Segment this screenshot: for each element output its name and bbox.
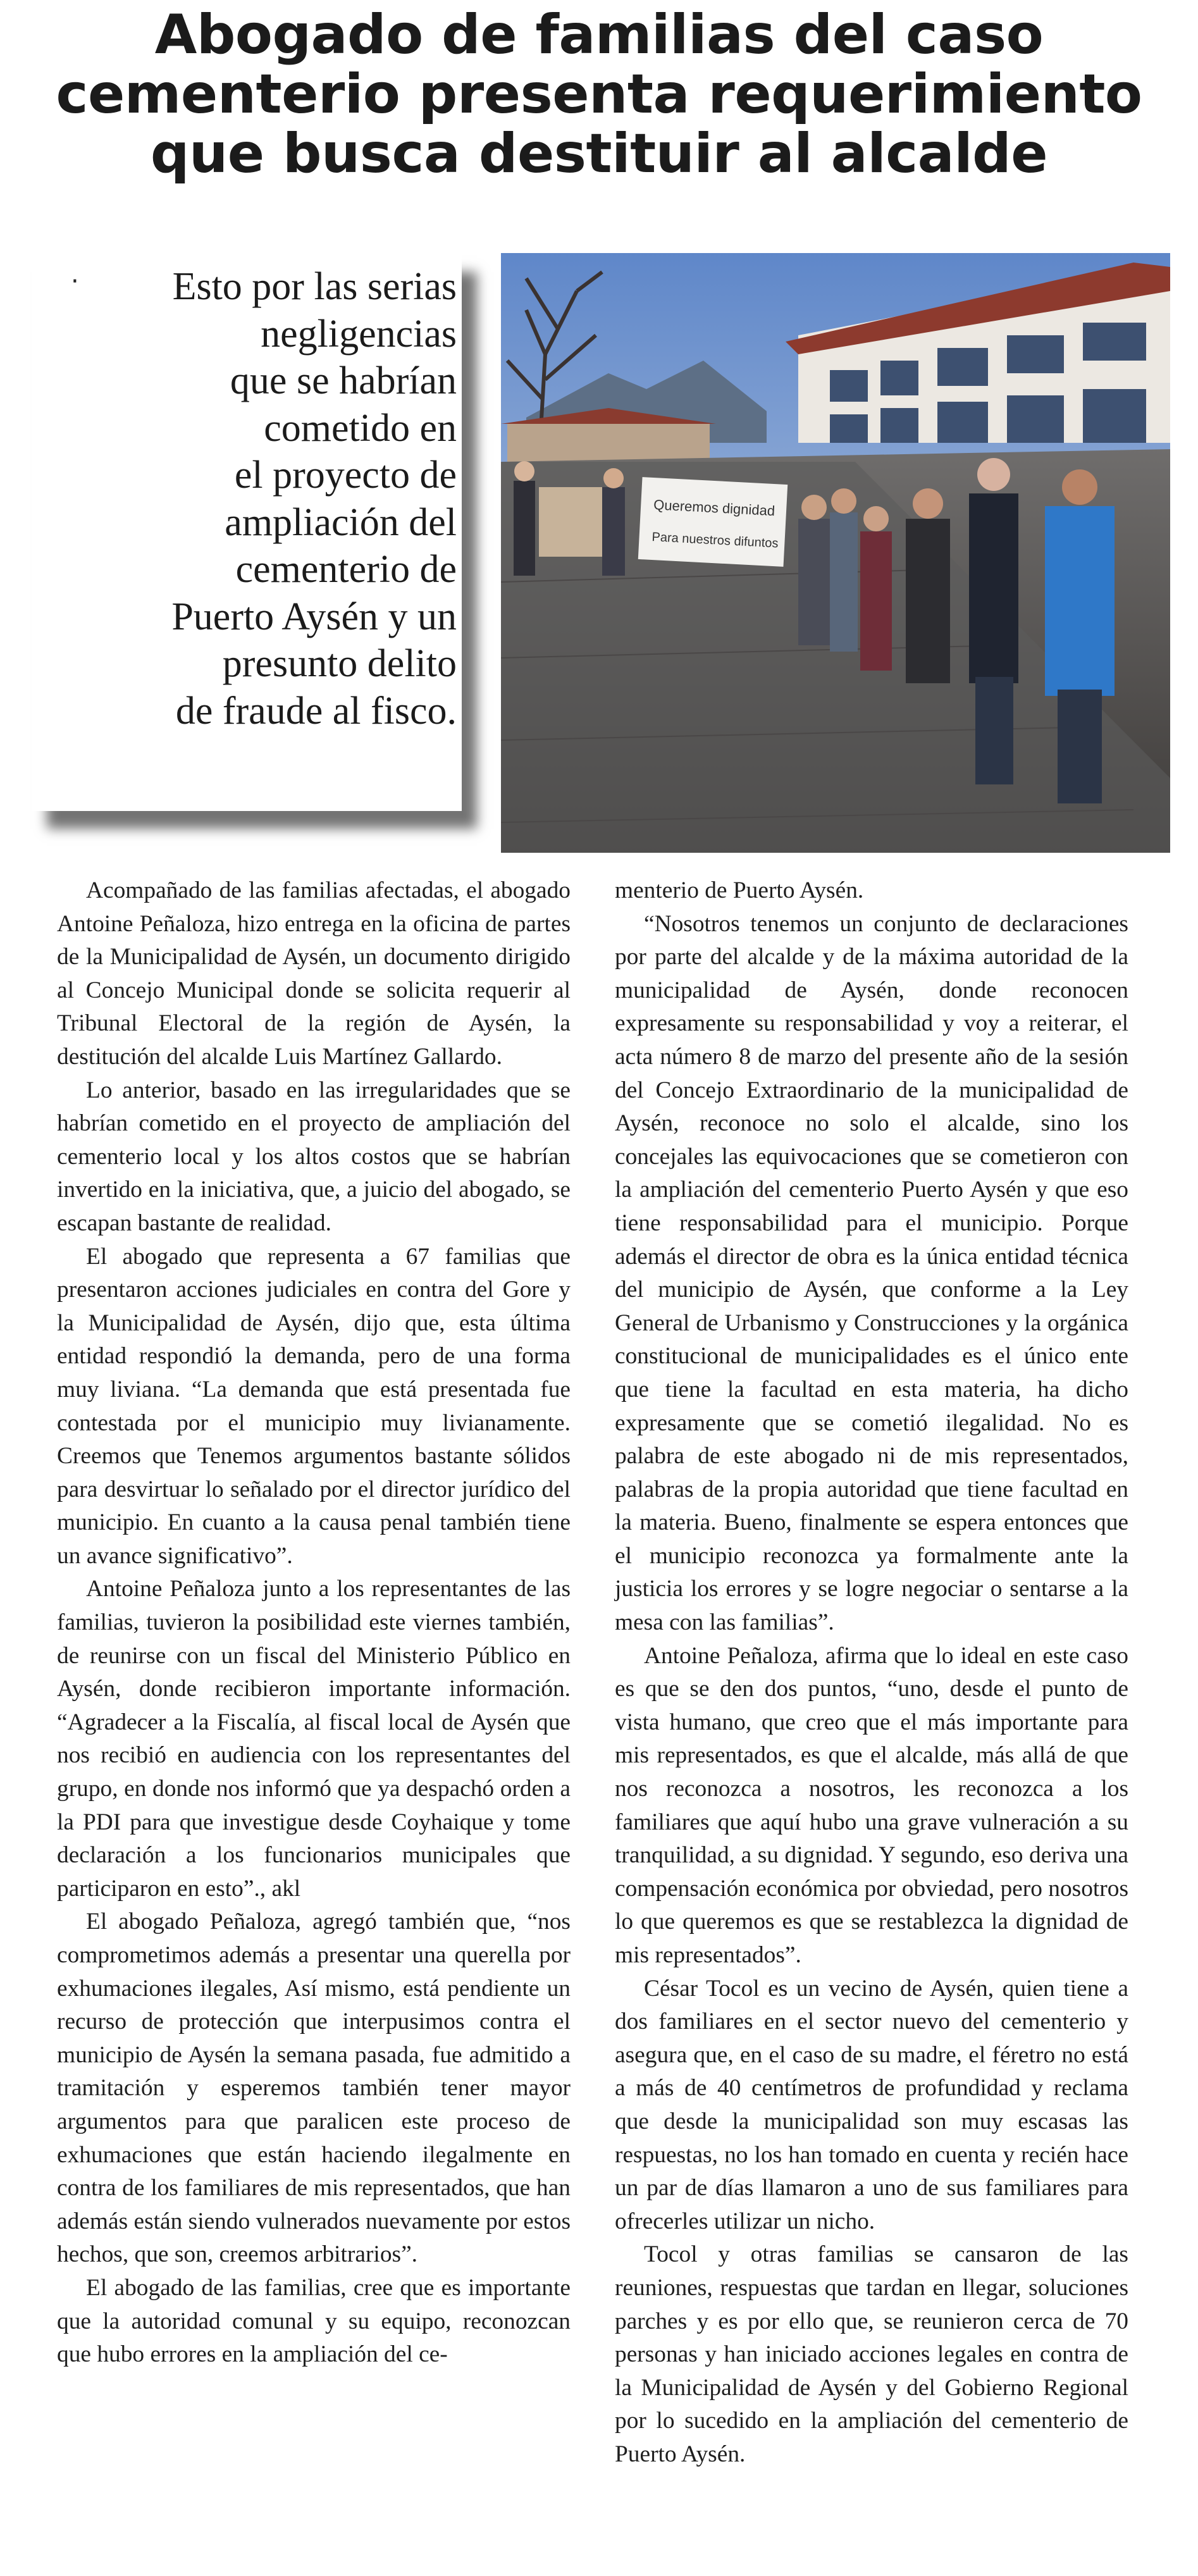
summary-line: Esto por las serias xyxy=(172,265,457,308)
summary-line: Puerto Aysén y un xyxy=(171,595,457,638)
headline-line: Abogado de familias del caso xyxy=(154,3,1044,66)
summary-line: que se habrían xyxy=(230,359,457,402)
summary-line: ampliación del xyxy=(225,500,457,544)
summary-text xyxy=(102,263,457,734)
paragraph: Antoine Peñaloza, afirma que lo ideal en este caso es que se den dos puntos, “uno, desde el punto de vista humano, que creo que el más importante para mis representados, es que el alcalde, más allá de que nos reconozca a nosotros, les reconozca a los familiares que aquí hubo una grave vulneración a su tranquilidad, a su dignidad. Y segundo, eso deriva una compensación económica por obviedad, pero nosotros lo que queremos es que se restablezca la dignidad de mis representados”. xyxy=(615,1642,1128,1968)
summary-line: negligencias xyxy=(261,312,457,356)
headline-line: que busca destituir al alcalde xyxy=(150,122,1048,185)
paragraph: El abogado Peñaloza, agregó también que, “nos comprometimos además a presentar una querella por exhumaciones ilegales, Así mismo, está pendiente un recurso de protección que interpusimos contra el municipio de Aysén la semana pasada, fue admitido a tramitación y esperemos también tener mayor argumentos para que paralicen este proceso de exhumaciones que están haciendo ilegalmente en contra de los familiares de mis representados, que han además están siendo vulnerados nuevamente por estos hechos, que son, creemos arbitrarios”. xyxy=(57,1909,571,2268)
article-column-right xyxy=(615,874,1128,2472)
paragraph: “Nosotros tenemos un conjunto de declaraciones por parte del alcalde y de la máxima autoridad de la municipalidad de Aysén, donde reconocen expresamente su responsabilidad y voy a reiterar, el acta número 8 de marzo del presente año de la sesión del Concejo Extraordinario de la municipalidad de Aysén, reconoce no solo el alcalde, sino los concejales las equivocaciones que se cometieron con la ampliación del cementerio Puerto Aysén y que eso tiene responsabilidad para el municipio. Porque además el director de obra es la única entidad técnica del municipio de Aysén, que conforme a la Ley General de Urbanismo y Construcciones y la orgánica constitucional de municipalidades es el único ente que tiene la facultad en esta materia, ha dicho expresamente que se cometió ilegalidad. No es palabra de este abogado ni de mis representados, palabras de la propia autoridad que tiene facultad en la materia. Bueno, finalmente se espera entonces que el municipio reconozca ya formalmente ante la justicia los errores y se logre negociar o sentarse a la mesa con las familias”. xyxy=(615,910,1128,1636)
paragraph: Tocol y otras familias se cansaron de las reuniones, respuestas que tardan en llegar, soluciones parches y es por ello que, se reunieron cerca de 70 personas y han iniciado acciones legales en contra de la Municipalidad de Aysén y del Gobierno Regional por lo sucedido en la ampliación del cementerio de Puerto Aysén. xyxy=(615,2241,1128,2467)
headline-line: cementerio presenta requerimiento xyxy=(56,63,1142,126)
article-headline xyxy=(38,5,1160,183)
banner-text: Para nuestros difuntos xyxy=(651,530,779,551)
summary-line: presunto delito xyxy=(222,642,457,685)
summary-line: cementerio de xyxy=(235,548,457,591)
paragraph: Antoine Peñaloza junto a los representantes de las familias, tuvieron la posibilidad este viernes también, de reunirse con un fiscal del Ministerio Público en Aysén, donde recibieron importante información. “Agradecer a la Fiscalía, al fiscal local de Aysén que nos recibió en audiencia con los representantes del grupo, en donde nos informó que ya despachó orden a la PDI para que investigue desde Coyhaique y tome declaración a los funcionarios municipales que participaron en esto”., akl xyxy=(57,1576,571,1902)
paragraph: César Tocol es un vecino de Aysén, quien tiene a dos familiares en el sector nuevo del cementerio y asegura que, en el caso de su madre, el féretro no está a más de 40 centímetros de profundidad y reclama que desde la municipalidad son muy escasas las respuestas, no los han tomado en cuenta y recién hace un par de días llamaron a uno de sus familiares para ofrecerles utilizar un nicho. xyxy=(615,1975,1128,2234)
paragraph: El abogado de las familias, cree que es importante que la autoridad comunal y su equipo, reconozcan que hubo errores en la ampliación del ce- xyxy=(57,2274,571,2368)
paragraph-continuation: menterio de Puerto Aysén. xyxy=(615,877,864,903)
article-photo xyxy=(501,253,1170,853)
summary-line: el proyecto de xyxy=(234,454,457,497)
summary-line: de fraude al fisco. xyxy=(175,689,457,733)
banner-text: Queremos dignidad xyxy=(653,497,775,519)
summary-box xyxy=(32,254,462,811)
paragraph: El abogado que representa a 67 familias que presentaron acciones judiciales en contra del Gore y la Municipalidad de Aysén, dijo que, esta última entidad respondió la demanda, pero de una forma muy liviana. “La demanda que está presentada fue contestada por el municipio muy livianamente. Creemos que Tenemos argumentos bastante sólidos para desvirtuar lo señalado por el director jurídico del municipio. En cuanto a la causa penal también tiene un avance significativo”. xyxy=(57,1243,571,1569)
bullet-icon: · xyxy=(71,267,79,296)
summary-line: cometido en xyxy=(264,406,457,450)
article-column-left xyxy=(57,874,571,2372)
paragraph: Lo anterior, basado en las irregularidades que se habrían cometido en el proyecto de ampliación del cementerio local y los altos costos que se habrían invertido en la iniciativa, que, a juicio del abogado, se escapan bastante de realidad. xyxy=(57,1077,571,1236)
paragraph: Acompañado de las familias afectadas, el abogado Antoine Peñaloza, hizo entrega en la oficina de partes de la Municipalidad de Aysén, un documento dirigido al Concejo Municipal donde se solicita requerir al Tribunal Electoral de la región de Aysén, la destitución del alcalde Luis Martínez Gallardo. xyxy=(57,877,571,1070)
